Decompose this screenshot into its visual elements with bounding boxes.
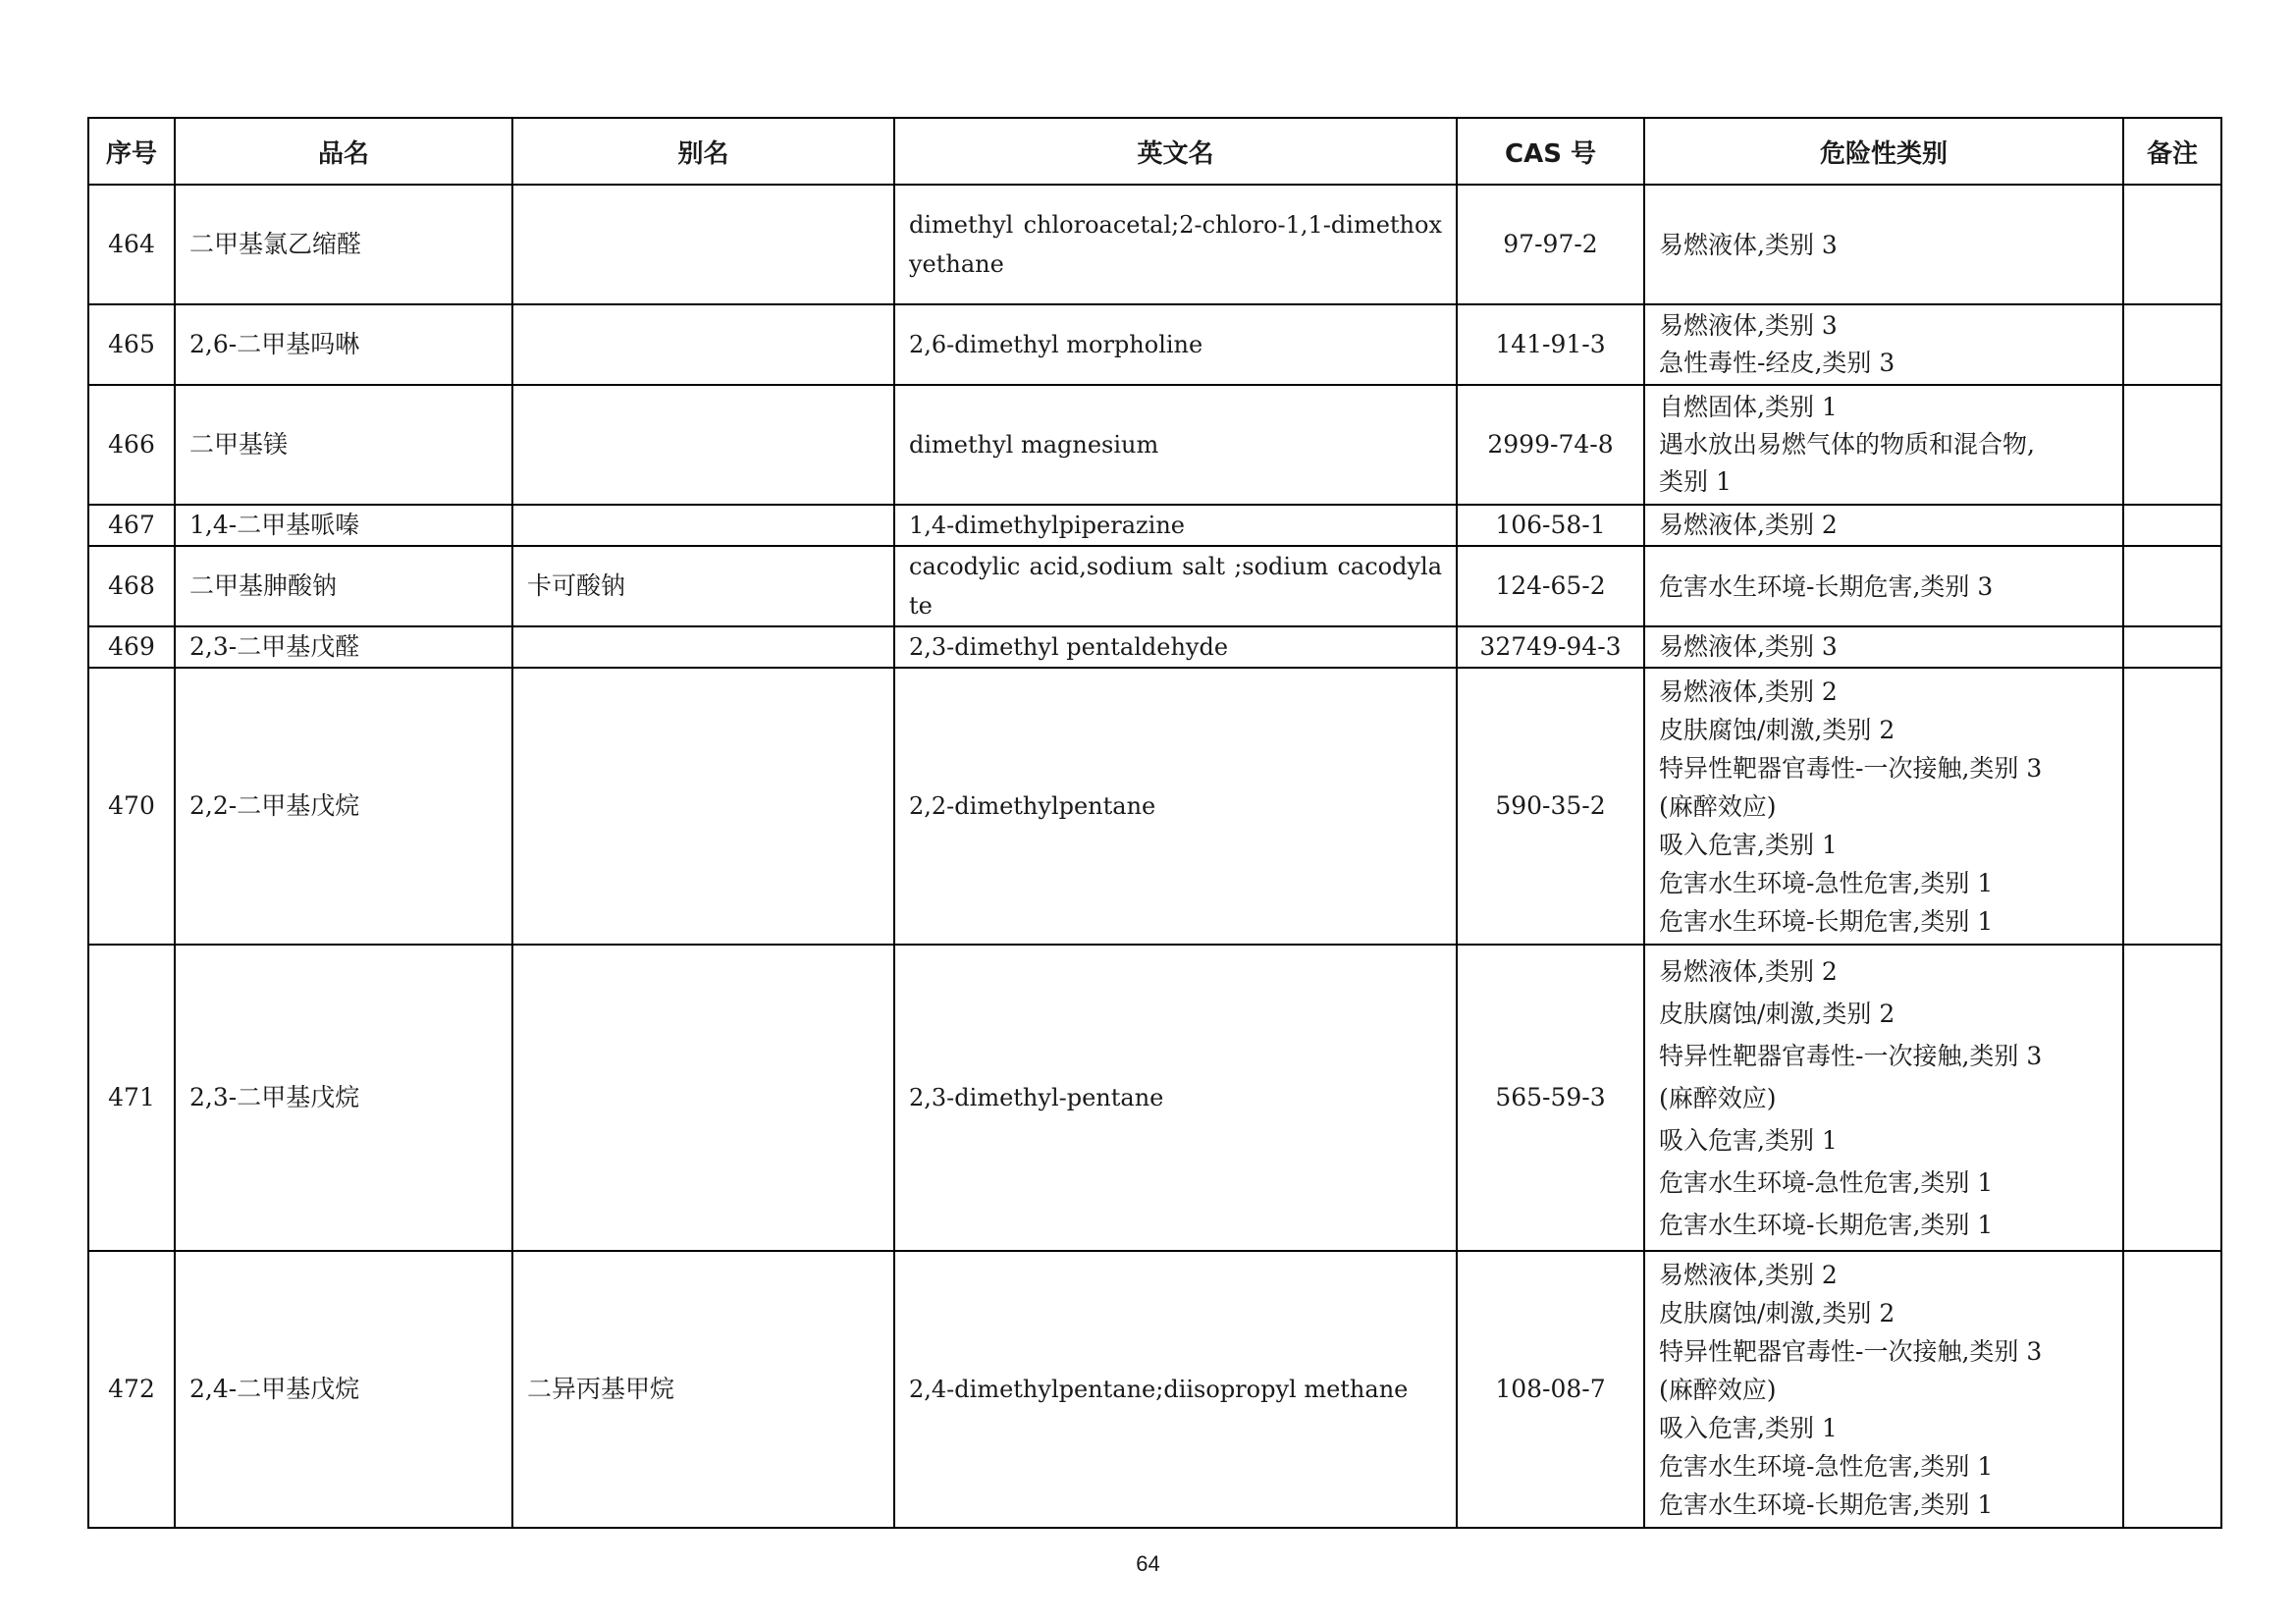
cell-name: 2,4-二甲基戊烷 [175, 1251, 512, 1528]
cell-no: 469 [88, 626, 175, 668]
cell-no: 472 [88, 1251, 175, 1528]
hazard-line: 易燃液体,类别 3 [1659, 230, 1838, 259]
cell-hazard [1644, 945, 2123, 1251]
hazard-line: 皮肤腐蚀/刺激,类别 2 [1659, 1298, 1896, 1327]
cell-alias [512, 505, 894, 546]
hazard-line: 特异性靶器官毒性-一次接触,类别 3 [1659, 1336, 2043, 1366]
header-hazard: 危险性类别 [1644, 118, 2123, 185]
cell-alias [512, 668, 894, 945]
cell-english: cacodylic acid,sodium salt ;sodium cacodylate [894, 546, 1457, 626]
hazard-line: 易燃液体,类别 3 [1659, 632, 1838, 661]
cell-cas: 108-08-7 [1457, 1251, 1644, 1528]
hazard-line: (麻醉效应) [1659, 791, 1777, 821]
hazard-line: 危害水生环境-长期危害,类别 1 [1659, 1489, 1994, 1519]
hazard-line: 危害水生环境-长期危害,类别 3 [1659, 571, 1994, 601]
cell-no: 465 [88, 304, 175, 385]
cell-name: 二甲基镁 [175, 385, 512, 505]
hazard-line: 危害水生环境-长期危害,类别 1 [1659, 1210, 1994, 1239]
hazard-line: 特异性靶器官毒性-一次接触,类别 3 [1659, 1041, 2043, 1070]
cell-hazard [1644, 1251, 2123, 1528]
hazard-line: 吸入危害,类别 1 [1659, 1413, 1838, 1442]
header-cas: CAS 号 [1457, 118, 1644, 185]
hazard-line: 急性毒性-经皮,类别 3 [1659, 349, 1896, 377]
table-body [88, 185, 2221, 1528]
cell-name: 2,6-二甲基吗啉 [175, 304, 512, 385]
header-row [88, 118, 2221, 185]
table-row [88, 626, 2221, 668]
cell-hazard [1644, 626, 2123, 668]
hazard-line: 危害水生环境-长期危害,类别 1 [1659, 906, 1994, 936]
cell-hazard [1644, 304, 2123, 385]
cell-cas: 141-91-3 [1457, 304, 1644, 385]
cell-remark [2123, 945, 2221, 1251]
cell-no: 466 [88, 385, 175, 505]
cell-remark [2123, 385, 2221, 505]
cell-cas: 565-59-3 [1457, 945, 1644, 1251]
hazard-line: 危害水生环境-急性危害,类别 1 [1659, 1451, 1994, 1481]
hazard-line: 皮肤腐蚀/刺激,类别 2 [1659, 715, 1896, 744]
header-no: 序号 [88, 118, 175, 185]
cell-cas: 2999-74-8 [1457, 385, 1644, 505]
hazard-line: (麻醉效应) [1659, 1083, 1777, 1112]
hazard-line: 易燃液体,类别 2 [1659, 1260, 1838, 1289]
cell-english: 2,3-dimethyl-pentane [894, 945, 1457, 1251]
hazard-line: 吸入危害,类别 1 [1659, 830, 1838, 859]
table-header [88, 118, 2221, 185]
hazard-line: 皮肤腐蚀/刺激,类别 2 [1659, 999, 1896, 1028]
cell-english: 2,6-dimethyl morpholine [894, 304, 1457, 385]
cell-remark [2123, 1251, 2221, 1528]
cell-hazard [1644, 668, 2123, 945]
table-row [88, 1251, 2221, 1528]
table-row [88, 668, 2221, 945]
header-alias: 别名 [512, 118, 894, 185]
cell-alias [512, 185, 894, 304]
hazard-line: 易燃液体,类别 2 [1659, 956, 1838, 986]
hazard-line: (麻醉效应) [1659, 1375, 1777, 1404]
cell-cas: 97-97-2 [1457, 185, 1644, 304]
cell-alias: 卡可酸钠 [512, 546, 894, 626]
cell-english: 2,2-dimethylpentane [894, 668, 1457, 945]
hazard-line: 易燃液体,类别 3 [1659, 311, 1838, 340]
cell-name: 2,3-二甲基戊醛 [175, 626, 512, 668]
cell-hazard [1644, 546, 2123, 626]
cell-no: 470 [88, 668, 175, 945]
table-row [88, 546, 2221, 626]
cell-no: 467 [88, 505, 175, 546]
cell-remark [2123, 505, 2221, 546]
hazard-line: 危害水生环境-急性危害,类别 1 [1659, 868, 1994, 897]
cell-hazard [1644, 185, 2123, 304]
chemical-table [87, 117, 2222, 1529]
cell-alias [512, 304, 894, 385]
cell-name: 2,3-二甲基戊烷 [175, 945, 512, 1251]
cell-english: dimethyl chloroacetal;2-chloro-1,1-dimethoxyethane [894, 185, 1457, 304]
table-row [88, 185, 2221, 304]
cell-remark [2123, 668, 2221, 945]
hazard-line: 遇水放出易燃气体的物质和混合物, [1659, 430, 2035, 459]
cell-english: dimethyl magnesium [894, 385, 1457, 505]
table-row [88, 385, 2221, 505]
hazard-line: 易燃液体,类别 2 [1659, 511, 1838, 539]
hazard-line: 易燃液体,类别 2 [1659, 677, 1838, 706]
table-row [88, 505, 2221, 546]
cell-name: 二甲基氯乙缩醛 [175, 185, 512, 304]
cell-english: 1,4-dimethylpiperazine [894, 505, 1457, 546]
cell-alias: 二异丙基甲烷 [512, 1251, 894, 1528]
cell-english: 2,4-dimethylpentane;diisopropyl methane [894, 1251, 1457, 1528]
page-number: 64 [1136, 1551, 1160, 1576]
header-english: 英文名 [894, 118, 1457, 185]
cell-no: 464 [88, 185, 175, 304]
cell-cas: 106-58-1 [1457, 505, 1644, 546]
hazard-line: 特异性靶器官毒性-一次接触,类别 3 [1659, 753, 2043, 783]
cell-name: 2,2-二甲基戊烷 [175, 668, 512, 945]
hazard-line: 类别 1 [1659, 467, 1732, 496]
cell-alias [512, 385, 894, 505]
cell-name: 二甲基胂酸钠 [175, 546, 512, 626]
table-row [88, 304, 2221, 385]
hazard-line: 吸入危害,类别 1 [1659, 1125, 1838, 1155]
cell-cas: 590-35-2 [1457, 668, 1644, 945]
cell-no: 471 [88, 945, 175, 1251]
cell-alias [512, 626, 894, 668]
cell-cas: 32749-94-3 [1457, 626, 1644, 668]
cell-remark [2123, 185, 2221, 304]
cell-remark [2123, 546, 2221, 626]
hazard-line: 自燃固体,类别 1 [1659, 393, 1838, 421]
header-remark: 备注 [2123, 118, 2221, 185]
cell-alias [512, 945, 894, 1251]
cell-hazard [1644, 505, 2123, 546]
cell-cas: 124-65-2 [1457, 546, 1644, 626]
cell-remark [2123, 626, 2221, 668]
cell-remark [2123, 304, 2221, 385]
cell-english: 2,3-dimethyl pentaldehyde [894, 626, 1457, 668]
table-row [88, 945, 2221, 1251]
cell-hazard [1644, 385, 2123, 505]
header-name: 品名 [175, 118, 512, 185]
hazard-line: 危害水生环境-急性危害,类别 1 [1659, 1167, 1994, 1197]
cell-name: 1,4-二甲基哌嗪 [175, 505, 512, 546]
cell-no: 468 [88, 546, 175, 626]
